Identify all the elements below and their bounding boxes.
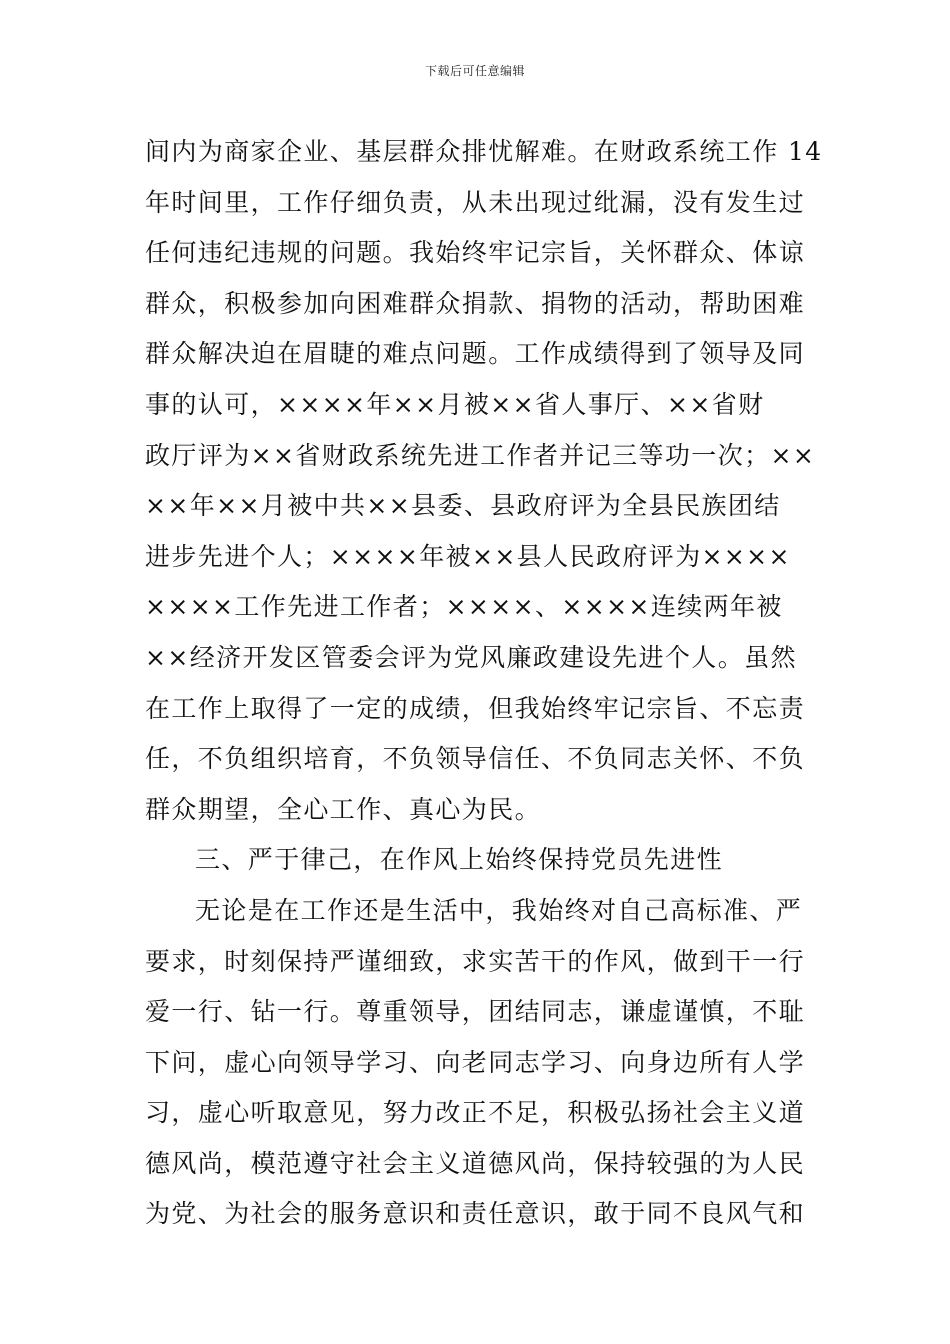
text-line: 为党、为社会的服务意识和责任意识，敢于同不良风气和 bbox=[145, 1199, 806, 1229]
text-line: 任何违纪违规的问题。我始终牢记宗旨，关怀群众、体谅 bbox=[145, 238, 806, 268]
text-line: 群众解决迫在眉睫的难点问题。工作成绩得到了领导及同 bbox=[145, 339, 806, 369]
text-line: 事的认可，××××年××月被××省人事厅、××省财 bbox=[145, 389, 765, 419]
text-line: 进步先进个人；××××年被××县人民政府评为×××× bbox=[145, 541, 791, 571]
text-line: 要求，时刻保持严谨细致，求实苦干的作风，做到干一行 bbox=[145, 946, 806, 976]
text-line: ××××工作先进工作者；××××、××××连续两年被 bbox=[145, 592, 783, 622]
section-heading: 三、严于律己，在作风上始终保持党员先进性 bbox=[195, 845, 724, 875]
text-line: 德风尚，模范遵守社会主义道德风尚，保持较强的为人民 bbox=[145, 1148, 806, 1178]
text-line: 群众期望，全心工作、真心为民。 bbox=[145, 794, 542, 824]
text-line: ××经济开发区管委会评为党风廉政建设先进个人。虽然 bbox=[145, 642, 797, 672]
text-line: 爱一行、钻一行。尊重领导，团结同志，谦虚谨慎，不耻 bbox=[145, 997, 806, 1027]
text-line: 年时间里，工作仔细负责，从未出现过纰漏，没有发生过 bbox=[145, 187, 806, 217]
text-line: 习，虚心听取意见，努力改正不足，积极弘扬社会主义道 bbox=[145, 1098, 806, 1128]
text-line: 下问，虚心向领导学习、向老同志学习、向身边所有人学 bbox=[145, 1047, 806, 1077]
text-line: 在工作上取得了一定的成绩，但我始终牢记宗旨、不忘责 bbox=[145, 693, 806, 723]
paragraph-first-line: 无论是在工作还是生活中，我始终对自己高标准、严 bbox=[195, 895, 803, 925]
text-line: 政厅评为××省财政系统先进工作者并记三等功一次；×× bbox=[145, 440, 816, 470]
page-header-note: 下载后可任意编辑 bbox=[424, 64, 525, 78]
text-line: 间内为商家企业、基层群众排忧解难。在财政系统工作 14 bbox=[145, 137, 823, 166]
document-body bbox=[145, 127, 823, 1240]
text-line: 任，不负组织培育，不负领导信任、不负同志关怀、不负 bbox=[145, 744, 806, 774]
text-line: 群众，积极参加向困难群众捐款、捐物的活动，帮助困难 bbox=[145, 288, 806, 318]
text-line: ××年××月被中共××县委、县政府评为全县民族团结 bbox=[145, 491, 781, 521]
